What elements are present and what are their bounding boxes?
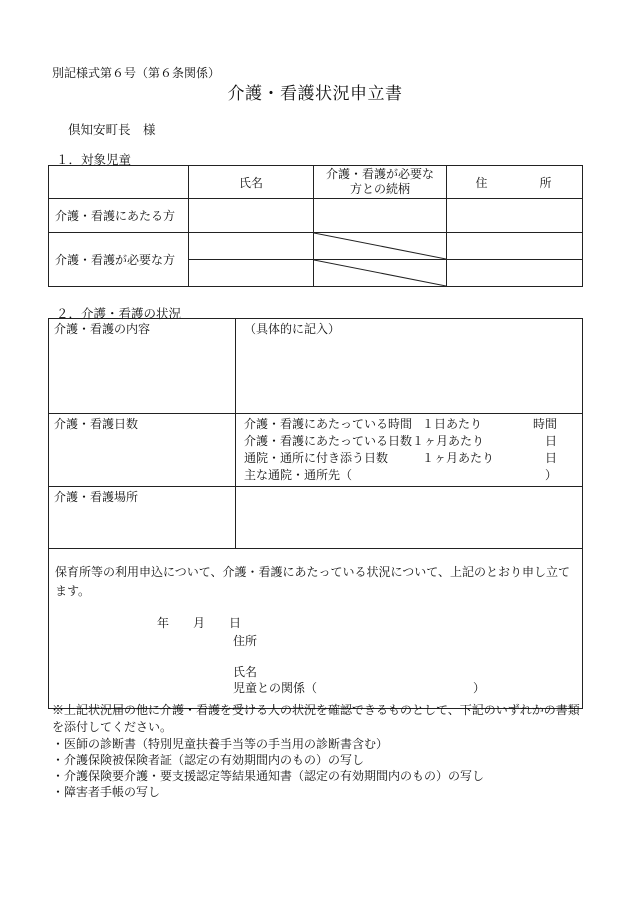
- care-place-field[interactable]: [236, 487, 583, 549]
- address-column-header: 住 所: [447, 166, 583, 199]
- form-number: 別記様式第６号（第６条関係）: [52, 66, 221, 80]
- care-recipient-name-field-2[interactable]: [189, 260, 314, 287]
- relation-column-header: [314, 166, 447, 199]
- relation-strike-cell-1: [314, 233, 447, 260]
- caregiver-row-label: 介護・看護にあたる方: [49, 199, 189, 233]
- care-content-hint: （具体的に記入）: [244, 322, 341, 336]
- care-content-label: 介護・看護の内容: [49, 319, 236, 414]
- escort-days-label: 通院・通所に付き添う日数: [244, 451, 389, 465]
- care-hours-label: 介護・看護にあたっている時間: [244, 417, 413, 431]
- care-days-row-label: 介護・看護にあたっている日数１ヶ月あたり: [244, 434, 485, 448]
- section2-heading: ２．介護・看護の状況: [56, 306, 182, 321]
- care-days-row: [244, 433, 577, 450]
- caregiver-relation-field[interactable]: [314, 199, 447, 233]
- caregiver-name-field[interactable]: [189, 199, 314, 233]
- care-recipient-name-field-1[interactable]: [189, 233, 314, 260]
- escort-days-unit: １ヶ月あたり: [422, 451, 495, 465]
- relation-header-line2: 方との続柄: [349, 182, 410, 196]
- target-child-table: [48, 165, 583, 287]
- main-facility-label: 主な通院・通所先（: [244, 468, 353, 482]
- care-content-field[interactable]: [236, 319, 583, 414]
- application-statement-cell: [49, 549, 583, 709]
- main-facility-close: ）: [544, 468, 557, 482]
- applicant-address-label: 住所: [233, 634, 258, 648]
- care-recipient-address-field-1[interactable]: [447, 233, 583, 260]
- main-facility-row: [244, 467, 577, 484]
- addressee: 倶知安町長 様: [68, 122, 156, 137]
- care-days-field[interactable]: [236, 414, 583, 487]
- escort-days-row: [244, 450, 577, 467]
- escort-days-suffix: 日: [544, 451, 557, 465]
- care-days-label: 介護・看護日数: [49, 414, 236, 487]
- name-column-header: 氏名: [189, 166, 314, 199]
- document-title: 介護・看護状況申立書: [227, 84, 403, 104]
- date-line[interactable]: 年 月 日: [157, 616, 242, 630]
- care-recipient-row-label: 介護・看護が必要な方: [49, 233, 189, 287]
- relation-strike-cell-2: [314, 260, 447, 287]
- care-status-table: [48, 318, 583, 709]
- attachment-item: ・障害者手帳の写し: [52, 785, 161, 799]
- blank-header-cell: [49, 166, 189, 199]
- attachment-note: ※上記状況届の他に介護・看護を受ける人の状況を確認できるものとして、下記のいずれかの書類を添付してください。: [52, 703, 580, 734]
- attachment-item: ・介護保険要介護・要支援認定等結果通知書（認定の有効期間内のもの）の写し: [52, 769, 485, 783]
- attachment-item: ・介護保険被保険者証（認定の有効期間内のもの）の写し: [52, 753, 365, 767]
- application-statement: 保育所等の利用申込について、介護・看護にあたっている状況について、上記のとおり申し立てます。: [55, 565, 571, 598]
- child-relation-label: 児童との関係（: [233, 681, 318, 695]
- care-hours-unit: １日あたり: [422, 417, 483, 431]
- applicant-name-label: 氏名: [233, 665, 258, 679]
- relation-header-line1: 介護・看護が必要な: [325, 167, 434, 181]
- care-hours-suffix: 時間: [532, 417, 557, 431]
- caregiver-address-field[interactable]: [447, 199, 583, 233]
- care-place-label: 介護・看護場所: [49, 487, 236, 549]
- child-relation-close: ）: [473, 681, 486, 695]
- attachment-list: [52, 736, 484, 800]
- care-hours-row: [244, 416, 577, 433]
- care-days-suffix: 日: [544, 434, 557, 448]
- care-recipient-address-field-2[interactable]: [447, 260, 583, 287]
- section1-heading: １．対象児童: [56, 152, 132, 167]
- attachment-item: ・医師の診断書（特別児童扶養手当等の手当用の診断書含む）: [52, 737, 389, 751]
